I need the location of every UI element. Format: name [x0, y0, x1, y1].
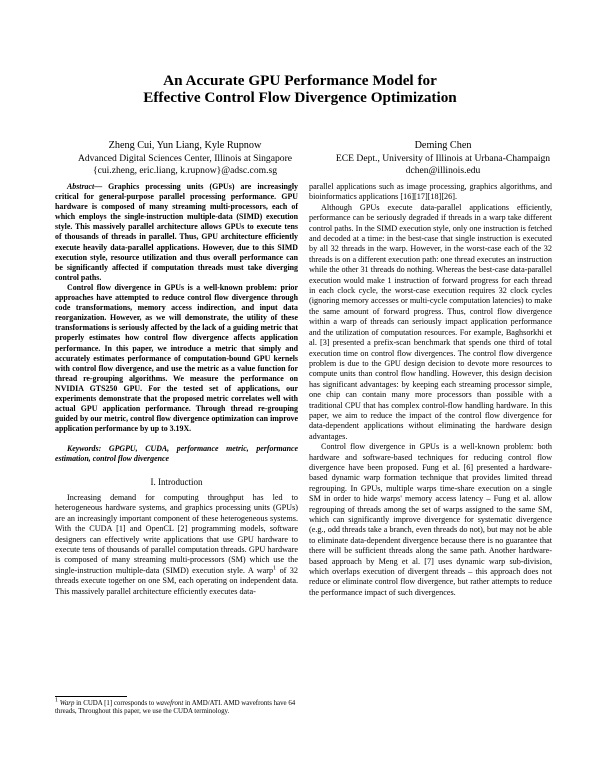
author-affiliation-left: Advanced Digital Sciences Center, Illinois at Singapore — [77, 152, 293, 164]
footnote — [55, 697, 298, 717]
abstract-label: Abstract — [67, 182, 95, 191]
keywords-label: Keywords: — [67, 444, 102, 454]
footnote-term-2: wavefront — [155, 700, 184, 707]
abstract-paragraph-1 — [55, 182, 298, 283]
right-paragraph-1: Although GPUs execute data-parallel applications efficiently, performance can be seriously degraded if threads in a warp take different control paths. In the SIMD execution style, only one instruction is fetched and decoded at a time: in the best-case that single instruction is executed by all 32 threads in the warp. However, in the worst-case each of the 32 threads is on a different execution path: one thread executes an instruction while the other 31 threads do nothing. Whereas the best-case data-parallel execution would make 1 instruction of forward progress for each thread in each clock cycle, the worst-case execution requires 32 clock cycles (ignoring memory accesses or multi-cycle computation latencies) to make the same amount of forward progress. Thus, control flow divergence within a warp of threads can seriously impact application performance and the utilization of computation resources. For example, Baghsorkhi et al. [3] presented a prefix-scan benchmark that spends one third of total execution time on control flow divergences. The control flow divergence problem is due to the GPU design decision to devote more resources to compute units than control flow handling. However, this design decision has significant advantages: by keeping each streaming processor simple, one chip can contain many more processors than possible with a traditional CPU that has complex control-flow handling hardware. In this paper, we aim to reduce the impact of the control flow divergence for data-dependent applications without eliminating the hardware design advantages. — [309, 202, 552, 441]
right-paragraph-0: parallel applications such as image processing, graphics algorithms, and bioinformatics applications [16][17][18][26]. — [309, 182, 552, 202]
author-block-left — [40, 140, 330, 178]
footnote-ref: 1 — [273, 565, 277, 572]
intro-text-a: Increasing demand for computing throughput has led to heterogeneous hardware systems, and graphics processing units (GPUs) are an increasingly important component of these heterogeneous systems. With the CUDA [1] and OpenCL [2] programming models, software designers can effectively write applications that use GPU hardware to execute tens of thousands of parallel computation threads. GPU hardware is composed of many streaming multi-processors (SM) which use the single-instruction multiple-data (SIMD) execution style. A warp — [55, 492, 298, 575]
footnote-rule — [55, 696, 127, 697]
section-heading-introduction: I. Introduction — [150, 476, 203, 487]
abstract-text-1: — Graphics processing units (GPUs) are increasingly critical for general-purpose parallel processing performance. GPU hardware is composed of many streaming multi-processors, each of which employs the single-instruction multiple-data (SIMD) execution style. This massively parallel architecture allows GPUs to execute tens of thousands of threads in parallel. Thus, GPU architecture efficiently execute heavily data-parallel applications. However, due to this SIMD execution style, resource utilization and thus overall performance can be significantly affected if computation threads must take diverging control paths. — [55, 182, 298, 282]
keywords-text: GPGPU, CUDA, performance metric, performance estimation, control flow divergence — [55, 444, 298, 464]
intro-paragraph-1 — [55, 493, 298, 597]
footnote-term: Warp — [59, 700, 75, 707]
paper-title-line-2: Effective Control Flow Divergence Optimization — [143, 89, 457, 106]
author-names-left: Zheng Cui, Yun Liang, Kyle Rupnow — [108, 140, 262, 151]
footnote-rest: in AMD/ATI. AMD wavefronts have 64 threads, Throughout this paper, we use the CUDA terminology. — [55, 700, 296, 716]
footnote-mid: in CUDA [1] corresponds to — [74, 700, 156, 707]
author-block-right — [318, 140, 568, 178]
footnote-number: 1 — [55, 697, 58, 704]
abstract-paragraph-2: Control flow divergence in GPUs is a well-known problem: prior approaches have attempted to reduce control flow divergence through code transformations, memory access indirection, and input data reorganization. However, as we will demonstrate, the utility of these transformations is seriously affected by the lack of a guiding metric that properly estimates how control flow divergence affects application performance. In this paper, we introduce a metric that simply and accurately estimates performance of computation-bound GPU kernels with control flow divergence, and use the metric as a value function for thread re-grouping algorithms. We measure the performance on NVIDIA GTS250 GPU. For the tested set of applications, our experiments demonstrate that the proposed metric correlates well with actual GPU application performance. Through thread re-grouping guided by our metric, control flow divergence optimization can improve application performance by up to 3.19X. — [55, 282, 298, 434]
right-paragraph-2: Control flow divergence in GPUs is a well-known problem: both hardware and software-based techniques for reducing control flow divergence have been proposed. Fung et al. [6] presented a hardware-based dynamic warp formation technique that provides limited thread regrouping. In GPUs, multiple warps time-share execution on a single SM in order to hide warps' memory access latency – Fung et al. allow regrouping of threads among the set of warps assigned to the same SM, which can significantly improve divergence for systematic divergence (e.g., odd threads take a branch, even threads do not), but may not be able to eliminate data-dependent divergence because there is no guarantee that there will be sufficient threads along the same path. Another hardware-based approach by Meng et al. [7] uses dynamic warp sub-division, which overlaps execution of divergent threads – this approach does not reduce or eliminate control flow divergence, but rather attempts to reduce the performance impact of such divergences. — [309, 442, 552, 597]
paper-title-line-1: An Accurate GPU Performance Model for — [163, 72, 437, 89]
author-names-right: Deming Chen — [414, 140, 472, 151]
author-email-right: dchen@illinois.edu — [405, 165, 481, 176]
right-column — [309, 182, 552, 598]
intro-text-b: of 32 threads execute together on one SM, each operating on independent data. This massively parallel architecture efficiently executes data- — [55, 565, 298, 596]
author-affiliation-right: ECE Dept., University of Illinois at Urbana-Champaign — [335, 152, 551, 164]
keywords — [55, 444, 298, 464]
left-column — [55, 182, 298, 597]
author-email-left: {cui.zheng, eric.liang, k.rupnow}@adsc.com.sg — [92, 165, 278, 176]
